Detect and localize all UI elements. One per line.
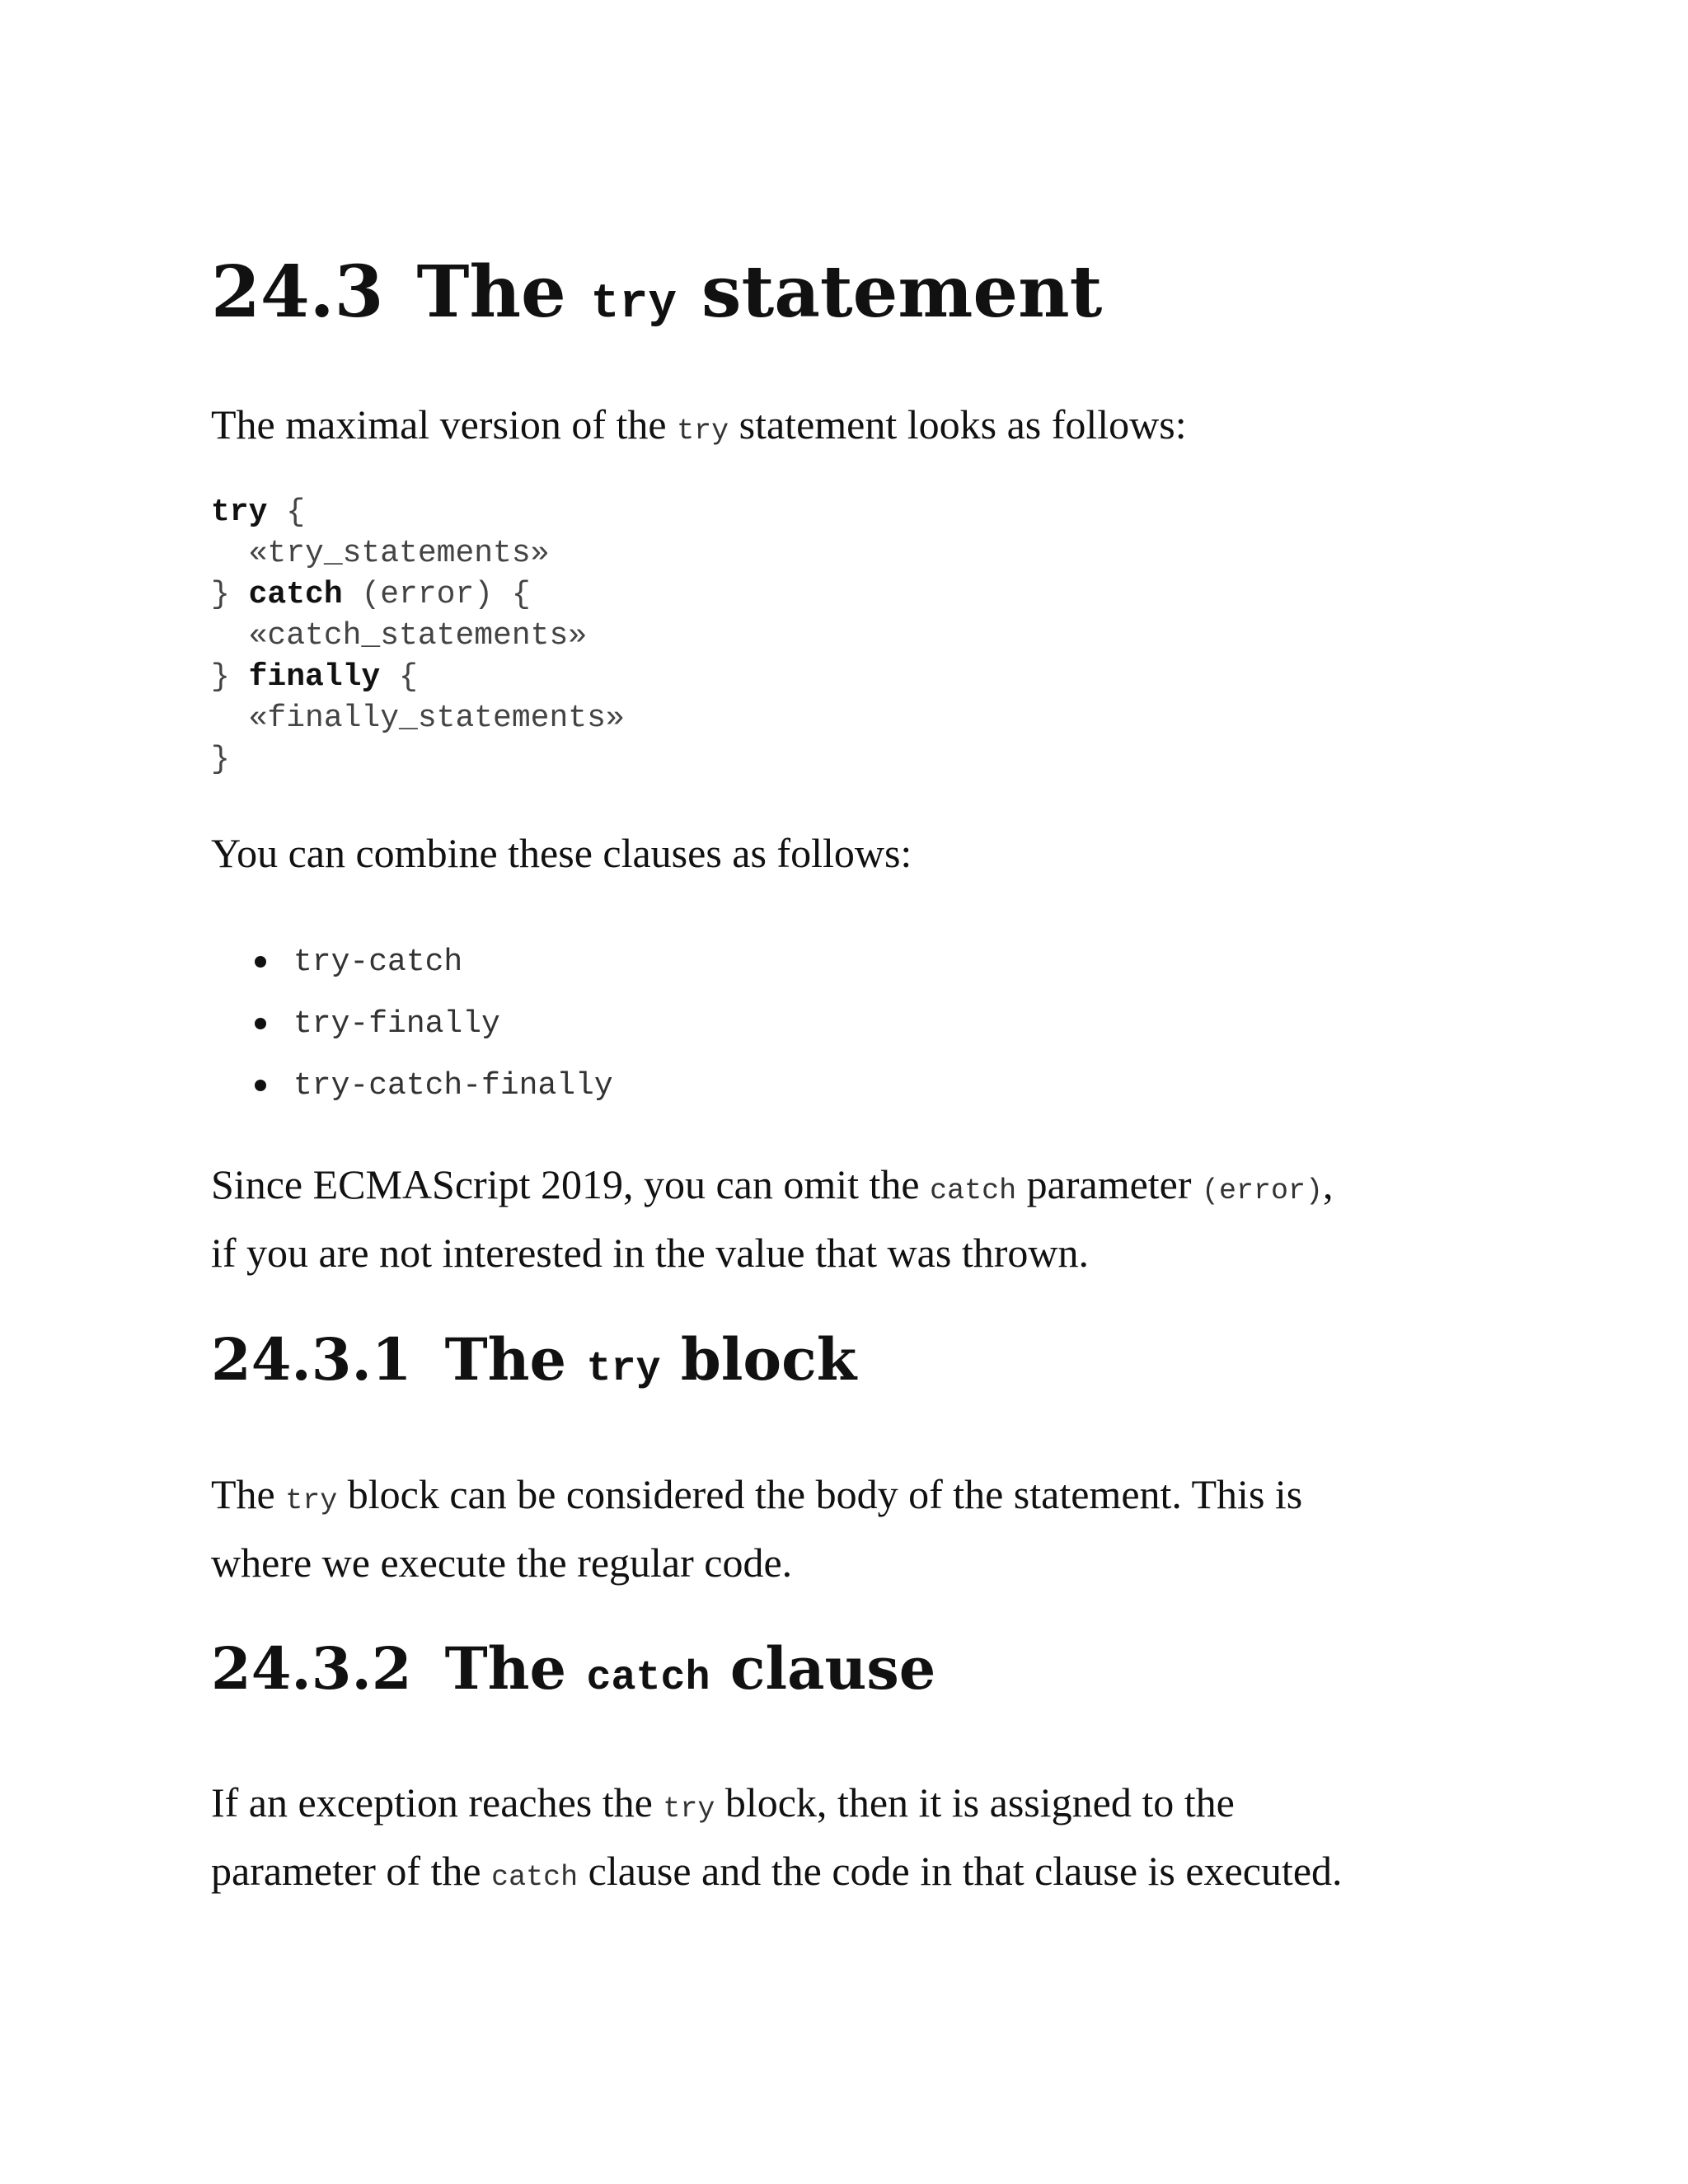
clause-label: try-catch — [293, 944, 463, 980]
section-title-pre: The — [416, 251, 566, 334]
code-finally-statements: «finally_statements» — [211, 701, 625, 736]
subsection-title-code: try — [586, 1346, 661, 1393]
code-block — [211, 492, 625, 780]
catch-paragraph — [211, 1772, 1497, 1909]
code-finally-open: { — [380, 659, 418, 695]
list-item — [211, 938, 613, 1000]
subsection-number: 24.3.2 — [211, 1634, 412, 1703]
es2019-paragraph — [211, 1154, 1497, 1284]
intro-paragraph — [211, 394, 1497, 462]
code-keyword-finally: finally — [248, 659, 381, 695]
subsection-heading-catch-clause — [211, 1632, 935, 1716]
es2019-pre: Since ECMAScript 2019, you can omit the — [211, 1161, 920, 1207]
section-number: 24.3 — [211, 251, 384, 334]
subsection-title-post: clause — [729, 1634, 936, 1703]
code-keyword-try: try — [211, 494, 268, 530]
catch-post: block, then it is assigned to the — [724, 1779, 1235, 1825]
clause-label: try-finally — [293, 1006, 500, 1042]
bullet-icon — [255, 956, 266, 968]
try-block-paragraph — [211, 1464, 1497, 1594]
try-block-pre: The — [211, 1471, 275, 1517]
bullet-icon — [255, 1018, 266, 1029]
combine-paragraph: You can combine these clauses as follows: — [211, 830, 912, 876]
code-try-statements: «try_statements» — [211, 536, 550, 571]
list-item — [211, 1000, 613, 1062]
subsection-title-pre: The — [444, 1325, 567, 1394]
clause-label: try-catch-finally — [293, 1068, 613, 1104]
code-close-brace: } — [211, 659, 249, 695]
try-block-code: try — [285, 1484, 338, 1517]
intro-code: try — [677, 415, 729, 448]
catch-line2-pre: parameter of the — [211, 1848, 481, 1894]
es2019-code-error: (error) — [1202, 1174, 1324, 1207]
es2019-mid: parameter — [1026, 1161, 1192, 1207]
catch-pre: If an exception reaches the — [211, 1779, 653, 1825]
clause-list — [211, 938, 613, 1123]
catch-code-catch: catch — [491, 1861, 579, 1894]
code-close-brace: } — [211, 577, 249, 612]
try-block-post: block can be considered the body of the statement. This is — [347, 1471, 1303, 1517]
code-close-brace: } — [211, 742, 230, 777]
section-title-post: statement — [701, 251, 1103, 334]
subsection-heading-try-block — [211, 1323, 856, 1407]
catch-code-try: try — [663, 1793, 715, 1825]
section-title-code: try — [590, 278, 678, 331]
subsection-number: 24.3.1 — [211, 1325, 412, 1394]
subsection-title-code: catch — [586, 1655, 710, 1702]
try-block-line2: where we execute the regular code. — [211, 1540, 793, 1586]
subsection-title-post: block — [680, 1325, 857, 1394]
code-catch-statements: «catch_statements» — [211, 618, 588, 654]
subsection-title-pre: The — [444, 1634, 567, 1703]
intro-post: statement looks as follows: — [738, 401, 1187, 448]
code-keyword-catch: catch — [248, 577, 343, 612]
code-open-brace: { — [267, 494, 306, 530]
section-heading — [211, 247, 1102, 350]
catch-line2-post: clause and the code in that clause is executed. — [588, 1848, 1343, 1894]
es2019-post: , — [1323, 1161, 1334, 1207]
es2019-line2: if you are not interested in the value that was thrown. — [211, 1230, 1089, 1276]
list-item — [211, 1062, 613, 1123]
bullet-icon — [255, 1080, 266, 1091]
code-catch-param: (error) { — [342, 577, 531, 612]
intro-pre: The maximal version of the — [211, 401, 667, 448]
es2019-code-catch: catch — [930, 1174, 1017, 1207]
